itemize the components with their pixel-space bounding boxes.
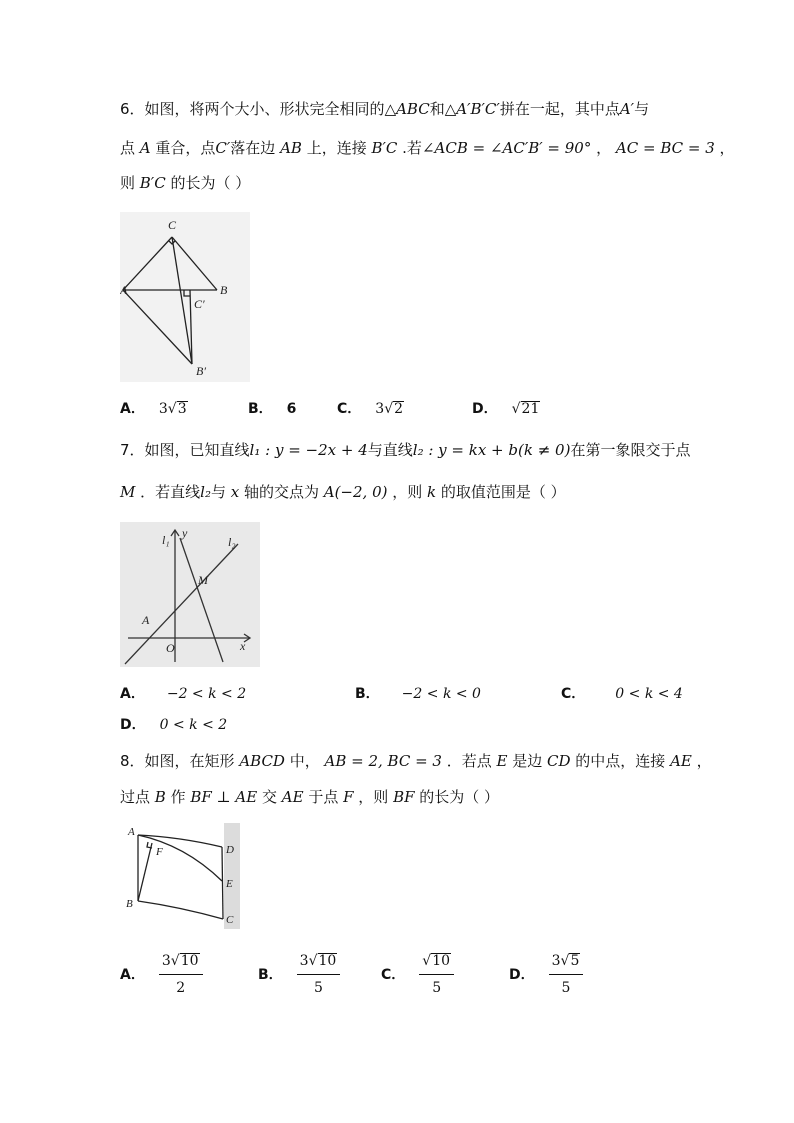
radicand: 2 xyxy=(394,401,404,417)
expr: −2 < k < 2 xyxy=(166,686,247,702)
coef: 3 xyxy=(158,401,168,417)
option-label: D． xyxy=(472,401,498,417)
text-segment: 7．如图，已知直线 xyxy=(120,441,250,459)
text-segment: 的中点，连接 xyxy=(570,752,671,770)
math-segment: AB xyxy=(280,139,302,157)
option-label: C． xyxy=(561,686,586,702)
q6-label-c-prime: C′ xyxy=(194,297,205,311)
option-label: B． xyxy=(355,686,380,702)
q6-label-b: B xyxy=(220,283,228,297)
q7-label-l2: l₂ xyxy=(228,535,236,549)
text-segment: 的取值范围是（ ） xyxy=(436,483,566,501)
text-segment: 作 xyxy=(165,788,191,806)
math-segment: ABCD xyxy=(239,752,285,770)
q8-label-c: C xyxy=(226,914,234,926)
q7-figure-lines xyxy=(120,522,260,667)
math-segment: B′C xyxy=(139,174,166,192)
math-segment: B′C xyxy=(371,139,398,157)
math-segment: x xyxy=(230,483,240,501)
math-segment: B xyxy=(154,788,166,806)
q6-option-c[interactable]: C． 3√2 xyxy=(337,401,404,417)
expr: −2 < k < 0 xyxy=(401,686,481,702)
text-segment: 的长为（ ） xyxy=(414,788,500,806)
q8-label-d: D xyxy=(226,844,234,856)
denominator: 5 xyxy=(561,980,571,996)
math-segment: M xyxy=(120,483,136,501)
text-segment: 6． xyxy=(120,100,145,118)
text-segment: 与 xyxy=(210,483,231,501)
math-segment: AE xyxy=(281,788,304,806)
math-segment: l₂ xyxy=(200,483,211,501)
coef: 3 xyxy=(299,953,309,969)
q8-stem-line-1 xyxy=(120,750,712,772)
text-segment: 与直线 xyxy=(367,441,413,459)
math-segment: k xyxy=(427,483,437,501)
text-segment: 交 xyxy=(257,788,282,806)
q8-label-e: E xyxy=(226,878,233,890)
q6-stem-line-1 xyxy=(120,98,649,120)
math-segment: △ABC xyxy=(384,100,430,118)
text-segment: ．若点 xyxy=(441,752,497,770)
text-segment: 在第一象限交于点 xyxy=(570,441,691,459)
math-segment: CD xyxy=(547,752,571,770)
text-segment: ，则 xyxy=(387,483,428,501)
text-segment: 于点 xyxy=(303,788,344,806)
q8-option-b[interactable]: B． $\frac{3√10}{5}$ xyxy=(258,950,340,999)
text-segment: 如图，将两个大小、形状完全相同的 xyxy=(144,100,385,118)
denominator: 2 xyxy=(176,980,186,996)
q8-label-a: A xyxy=(128,826,135,838)
q7-label-m: M xyxy=(198,573,208,587)
math-segment: BF xyxy=(393,788,415,806)
radicand: 10 xyxy=(432,953,451,969)
option-label: B． xyxy=(258,966,283,983)
math-segment: E xyxy=(496,752,508,770)
q8-figure-rectangle xyxy=(120,823,240,929)
q8-label-b: B xyxy=(126,898,133,910)
q6-option-d[interactable]: D． √21 xyxy=(472,401,540,417)
math-segment: F xyxy=(343,788,354,806)
denominator: 5 xyxy=(314,980,323,996)
q6-label-b-prime: B′ xyxy=(196,364,206,378)
q8-option-d[interactable]: D． $\frac{3√5}{5}$ xyxy=(509,950,583,999)
text-segment: 过点 xyxy=(120,788,155,806)
q7-option-b[interactable] xyxy=(355,683,481,705)
coef: 3 xyxy=(551,953,561,969)
q7-stem-line-1 xyxy=(120,439,690,461)
text-segment: 的长为（ ） xyxy=(165,174,251,192)
q7-label-o: O xyxy=(166,641,175,655)
math-segment: l₁ : y = −2x + 4 xyxy=(249,441,368,459)
text-segment: 8．如图，在矩形 xyxy=(120,752,240,770)
q7-option-a[interactable] xyxy=(120,683,246,705)
math-segment: △A′B′C′ xyxy=(444,100,500,118)
q8-label-f: F xyxy=(156,846,163,858)
math-segment: C′ xyxy=(215,139,231,157)
text-segment: 拼在一起，其中点 xyxy=(499,100,620,118)
option-label: C． xyxy=(337,401,362,417)
q8-option-c[interactable]: C． $\frac{√10}{5}$ xyxy=(381,950,454,999)
option-label: A． xyxy=(120,401,145,417)
q7-label-l1: l₁ xyxy=(162,533,170,547)
q7-label-x: x xyxy=(240,639,246,653)
math-segment: l₂ : y = kx + b(k ≠ 0) xyxy=(412,441,571,459)
text-segment: 重合，点 xyxy=(150,139,216,157)
q7-option-d[interactable] xyxy=(120,714,227,736)
math-segment: AB = 2, BC = 3 xyxy=(324,752,442,770)
radicand: 5 xyxy=(570,953,580,969)
math-segment: A(−2, 0) xyxy=(323,483,388,501)
text-segment: ．若直线 xyxy=(135,483,201,501)
q7-option-c[interactable] xyxy=(561,683,683,705)
text-segment: 中， xyxy=(284,752,325,770)
q7-stem-line-2 xyxy=(120,481,566,503)
math-segment: A′ xyxy=(619,100,635,118)
option-label: D． xyxy=(509,966,535,983)
option-label: C． xyxy=(381,966,406,983)
expr: 0 < k < 4 xyxy=(615,686,683,702)
math-segment: AC = BC = 3 xyxy=(615,139,715,157)
value: 6 xyxy=(286,401,297,417)
text-segment: 点 xyxy=(120,139,140,157)
expr: 0 < k < 2 xyxy=(159,717,228,733)
text-segment: 是边 xyxy=(507,752,548,770)
option-label: B． xyxy=(248,401,273,417)
option-label: A． xyxy=(120,686,145,702)
text-segment: 则 xyxy=(120,174,140,192)
text-segment: .若 xyxy=(397,139,422,157)
q6-option-b[interactable] xyxy=(248,398,296,420)
q7-label-y: y xyxy=(182,526,188,540)
q6-label-c: C xyxy=(168,218,177,232)
text-segment: 上，连接 xyxy=(301,139,372,157)
radicand: 10 xyxy=(318,953,337,969)
q6-stem-line-2 xyxy=(120,137,735,159)
q8-stem-line-2 xyxy=(120,786,499,808)
text-segment: ， xyxy=(691,752,712,770)
math-segment: AE xyxy=(670,752,692,770)
q6-stem-line-3 xyxy=(120,172,250,194)
math-segment: A xyxy=(139,139,151,157)
q6-option-a[interactable]: A． 3√3 xyxy=(120,401,187,417)
coef: 3 xyxy=(375,401,385,417)
text-segment: 与 xyxy=(634,100,650,118)
text-segment: ， xyxy=(591,139,616,157)
text-segment: 和 xyxy=(429,100,445,118)
coef: 3 xyxy=(161,953,171,969)
text-segment: 落在边 xyxy=(230,139,281,157)
text-segment: 轴的交点为 xyxy=(239,483,324,501)
q8-option-a[interactable]: A． $\frac{3√10}{2}$ xyxy=(120,950,203,999)
radicand: 21 xyxy=(521,401,540,417)
denominator: 5 xyxy=(432,980,442,996)
text-segment: ，则 xyxy=(353,788,394,806)
text-segment: ， xyxy=(714,139,735,157)
math-segment: ∠ACB = ∠AC′B′ = 90° xyxy=(421,139,592,157)
radicand: 3 xyxy=(177,401,187,417)
math-segment: BF ⊥ AE xyxy=(190,788,258,806)
option-label: A． xyxy=(120,966,145,983)
q7-label-a: A xyxy=(142,613,150,627)
q6-figure-triangles xyxy=(120,212,250,382)
q6-label-a: A xyxy=(120,283,128,297)
option-label: D． xyxy=(120,717,146,733)
radicand: 10 xyxy=(180,953,199,969)
